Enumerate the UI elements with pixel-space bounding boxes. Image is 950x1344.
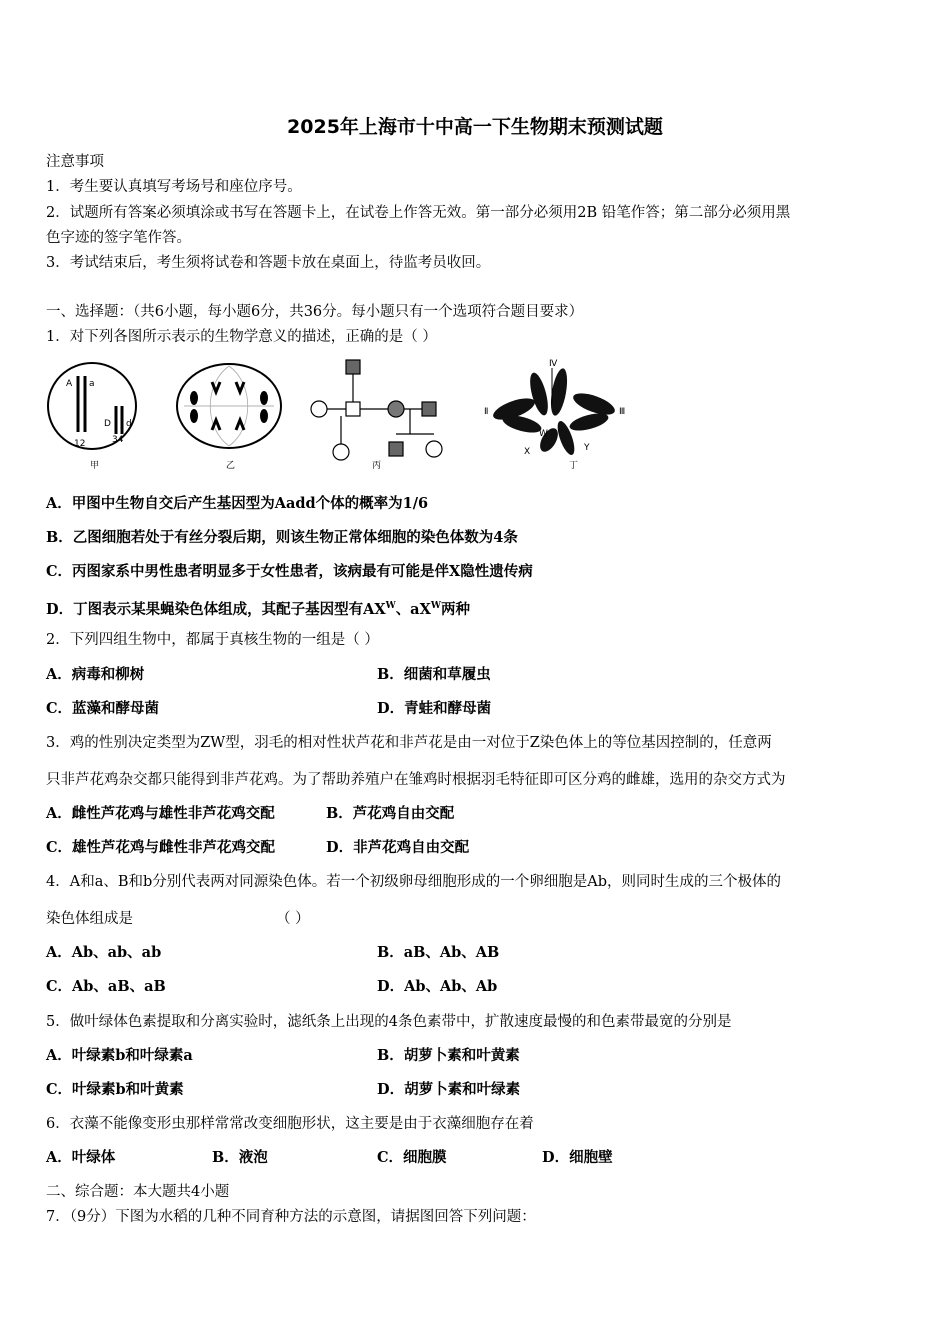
option-A: A．叶绿素b和叶绿素a [46,1047,193,1064]
option-D: D．青蛙和酵母菌 [377,700,492,717]
answer-paren: （ ） [276,911,310,927]
notice-heading: 注意事项 [46,154,104,170]
label-III: Ⅲ [619,407,626,417]
figure-bing [311,360,442,471]
option-A: A．雌性芦花鸡与雄性非芦花鸡交配 [46,805,275,822]
superscript: W [385,601,396,611]
option-C: C．蓝藻和酵母菌 [46,700,160,717]
caption-ding: 丁 [569,461,579,471]
label-12: 12 [74,439,86,449]
option-A: A．Ab、ab、ab [46,944,162,961]
page-title: 2025年上海市十中高一下生物期末预测试题 [287,116,663,138]
label-d: d [126,419,132,429]
notice-item: 3．考试结束后，考生须将试卷和答题卡放在桌面上，待监考员收回。 [46,255,491,271]
option-D: D．胡萝卜素和叶绿素 [377,1081,521,1098]
option-C: C．雄性芦花鸡与雌性非芦花鸡交配 [46,839,276,856]
label-IV: Ⅳ [549,359,558,369]
superscript: W [430,601,441,611]
option-D: D．Ab、Ab、Ab [377,978,498,995]
caption-jia: 甲 [90,461,100,471]
option-B: B．细菌和草履虫 [377,666,491,683]
label-X: X [524,447,531,457]
option-D-text: D．丁图表示某果蝇染色体组成，其配子基因型有AX [46,600,386,618]
option-B: B．胡萝卜素和叶黄素 [377,1047,520,1064]
label-II: Ⅱ [484,407,489,417]
question-stem: 只非芦花鸡杂交都只能得到非芦花鸡。为了帮助养殖户在雏鸡时根据羽毛特征即可区分鸡的雌雄，选用的杂交方式为 [46,772,786,788]
label-D: D [104,419,111,429]
label-W: W [539,429,548,439]
option-D: D．非芦花鸡自由交配 [326,839,470,856]
option-A: A．甲图中生物自交后产生基因型为Aadd个体的概率为1/6 [46,495,429,512]
option-C: C．细胞膜 [377,1149,447,1166]
option-A: A．叶绿体 [46,1149,116,1166]
option-C: C．丙图家系中男性患者明显多于女性患者，该病最有可能是伴X隐性遗传病 [46,563,533,580]
question-stem: 4．A和a、B和b分别代表两对同源染色体。若一个初级卵母细胞形成的一个卵细胞是Ab，则同时生成的三个极体的 [46,874,782,890]
caption-bing: 丙 [372,461,382,471]
option-A: A．病毒和柳树 [46,666,145,683]
option-B: B．芦花鸡自由交配 [326,805,455,822]
figure-yi [177,364,281,471]
option-B: B．aB、Ab、AB [377,944,500,961]
q1-figure [44,354,654,476]
figure-ding [484,359,625,471]
label-Y: Y [584,443,590,453]
question-stem: 染色体组成是 [46,911,133,927]
question-stem: 6．衣藻不能像变形虫那样常常改变细胞形状，这主要是由于衣藻细胞存在着 [46,1116,534,1132]
label-A: A [66,379,73,389]
question-stem: 1．对下列各图所示表示的生物学意义的描述，正确的是（ ） [46,329,437,345]
notice-item: 1．考生要认真填写考场号和座位序号。 [46,179,302,195]
question-stem: 7．（9分）下图为水稻的几种不同育种方法的示意图，请据图回答下列问题： [46,1209,536,1225]
notice-item: 色字迹的签字笔作答。 [46,230,191,246]
option-D-text: 两种 [440,600,470,618]
option-B: B．液泡 [212,1149,268,1166]
question-stem: 2．下列四组生物中，都属于真核生物的一组是（ ） [46,632,379,648]
figure-jia [48,363,136,471]
question-stem: 5．做叶绿体色素提取和分离实验时，滤纸条上出现的4条色素带中，扩散速度最慢的和色素带最宽的分别是 [46,1014,732,1030]
label-a: a [89,379,95,389]
option-D: D．细胞壁 [542,1149,613,1166]
notice-item: 2．试题所有答案必须填涂或书写在答题卡上，在试卷上作答无效。第一部分必须用2B 铅笔作答；第二部分必须用黑 [46,205,791,221]
option-C: C．Ab、aB、aB [46,978,166,995]
label-34: 34 [112,435,124,445]
option-B: B．乙图细胞若处于有丝分裂后期，则该生物正常体细胞的染色体数为4条 [46,529,518,546]
section-heading: 一、选择题：（共6小题，每小题6分，共36分。每小题只有一个选项符合题目要求） [46,304,584,320]
section-heading: 二、综合题：本大题共4小题 [46,1184,230,1200]
option-D [46,596,470,620]
option-C: C．叶绿素b和叶黄素 [46,1081,184,1098]
option-D-text: 、aX [395,600,431,618]
caption-yi: 乙 [226,461,236,471]
question-stem: 3．鸡的性别决定类型为ZW型，羽毛的相对性状芦花和非芦花是由一对位于Z染色体上的等位基因控制的，任意两 [46,735,772,751]
